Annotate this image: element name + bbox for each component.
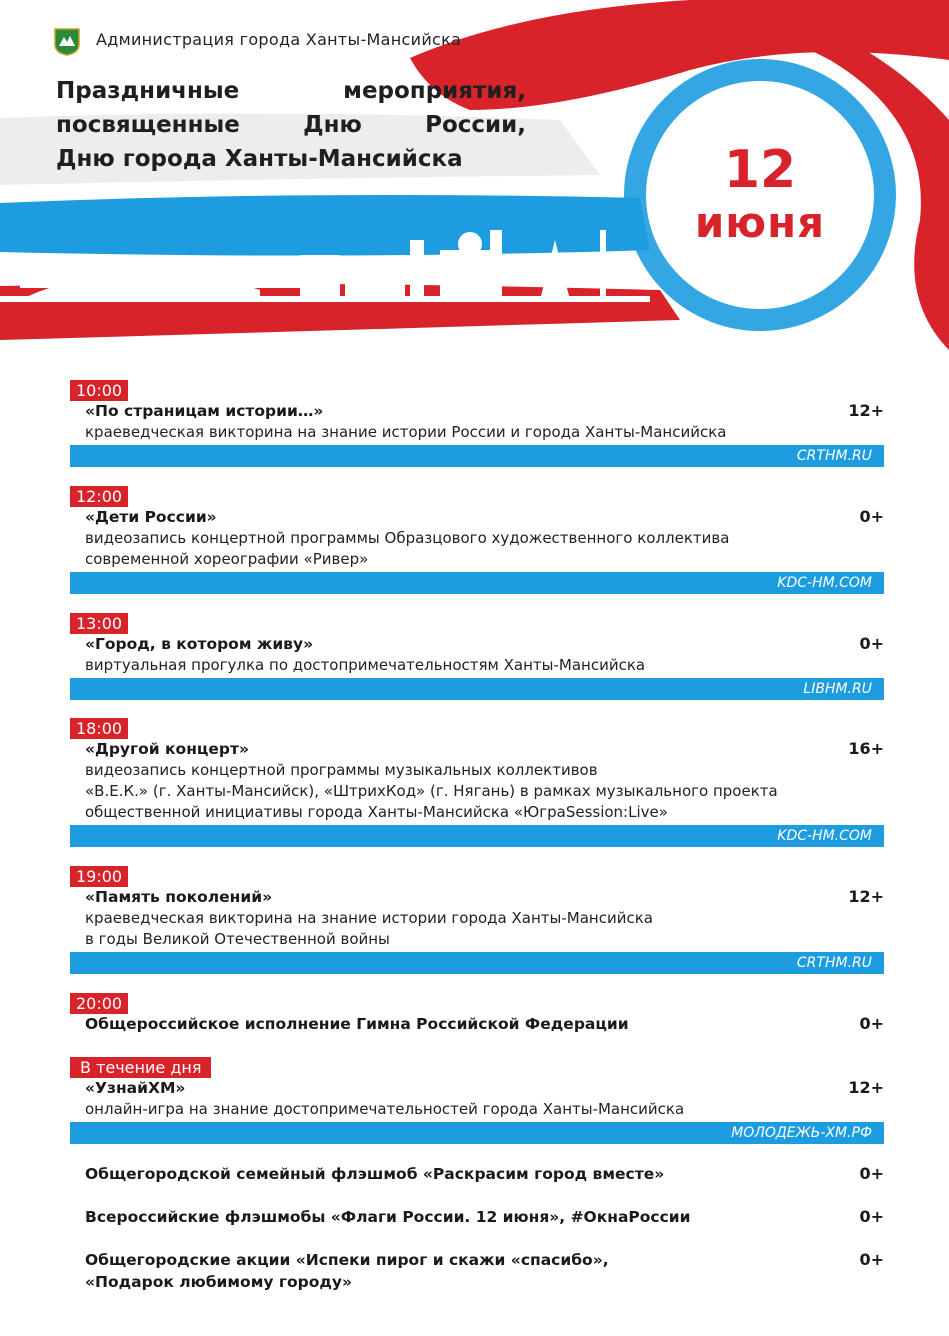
date-month: июня bbox=[694, 198, 826, 247]
age-rating: 12+ bbox=[848, 887, 884, 906]
event-description: виртуальная прогулка по достопримечательностям Ханты-Мансийска bbox=[85, 656, 646, 674]
event-description: краеведческая викторина на знание истории России и города Ханты-Мансийска bbox=[85, 423, 727, 441]
extra-item bbox=[85, 1163, 884, 1185]
event-name: «Память поколений» bbox=[85, 888, 273, 906]
event-name: «Другой концерт» bbox=[85, 740, 249, 758]
age-rating: 0+ bbox=[859, 507, 884, 526]
admin-name: Администрация города Ханты-Мансийска bbox=[96, 30, 462, 49]
event-site-link[interactable]: CRTHM.RU bbox=[70, 445, 884, 467]
title-line-3: Дню города Ханты-Мансийска bbox=[56, 146, 463, 172]
event-item bbox=[70, 613, 884, 700]
extra-name: Общегородские акции «Испеки пирог и скажи «спасибо», bbox=[85, 1251, 609, 1269]
event-description: краеведческая викторина на знание истории города Ханты-Мансийска bbox=[85, 909, 653, 927]
event-item bbox=[70, 993, 884, 1035]
event-description: «В.Е.К.» (г. Ханты-Мансийск), «ШтрихКод» (г. Нягань) в рамках музыкального проекта bbox=[85, 782, 778, 800]
event-description: в годы Великой Отечественной войны bbox=[85, 930, 390, 948]
title-line-2: посвященные Дню России, bbox=[56, 112, 526, 138]
event-item bbox=[70, 1057, 884, 1144]
event-name: «Город, в котором живу» bbox=[85, 635, 314, 653]
age-rating: 16+ bbox=[848, 739, 884, 758]
event-time: 20:00 bbox=[70, 993, 128, 1014]
event-description: видеозапись концертной программы музыкальных коллективов bbox=[85, 761, 598, 779]
age-rating: 0+ bbox=[859, 1164, 884, 1183]
event-item bbox=[70, 866, 884, 974]
event-description: видеозапись концертной программы Образцового художественного коллектива bbox=[85, 529, 730, 547]
event-description: общественной инициативы города Ханты-Мансийска «ЮграSession:Live» bbox=[85, 803, 668, 821]
extra-name: Всероссийские флэшмобы «Флаги России. 12 июня», #ОкнаРоссии bbox=[85, 1208, 691, 1226]
city-emblem-icon bbox=[54, 28, 80, 56]
event-description: онлайн-игра на знание достопримечательностей города Ханты-Мансийска bbox=[85, 1100, 685, 1118]
date-day: 12 bbox=[723, 140, 797, 200]
event-time: В течение дня bbox=[70, 1057, 211, 1078]
event-name: «Дети России» bbox=[85, 508, 217, 526]
age-rating: 0+ bbox=[859, 1207, 884, 1226]
extra-item bbox=[85, 1206, 884, 1228]
age-rating: 0+ bbox=[859, 1250, 884, 1269]
event-time: 18:00 bbox=[70, 718, 128, 739]
event-time: 12:00 bbox=[70, 486, 128, 507]
extra-name-line-2: «Подарок любимому городу» bbox=[85, 1273, 352, 1291]
extra-item bbox=[85, 1249, 884, 1293]
event-site-link[interactable]: KDC-HM.COM bbox=[70, 572, 884, 594]
event-site-link[interactable]: LIBHM.RU bbox=[70, 678, 884, 700]
event-item bbox=[70, 486, 884, 594]
event-time: 10:00 bbox=[70, 380, 128, 401]
event-name: Общероссийское исполнение Гимна Российской Федерации bbox=[85, 1015, 629, 1033]
extra-name: Общегородской семейный флэшмоб «Раскрасим город вместе» bbox=[85, 1165, 665, 1183]
event-site-link[interactable]: KDC-HM.COM bbox=[70, 825, 884, 847]
event-site-link[interactable]: CRTHM.RU bbox=[70, 952, 884, 974]
event-item bbox=[70, 380, 884, 467]
event-time: 19:00 bbox=[70, 866, 128, 887]
age-rating: 12+ bbox=[848, 401, 884, 420]
page-title bbox=[56, 74, 526, 176]
title-line-1: Праздничные мероприятия, bbox=[56, 78, 526, 104]
age-rating: 12+ bbox=[848, 1078, 884, 1097]
event-description: современной хореографии «Ривер» bbox=[85, 550, 369, 568]
event-name: «По страницам истории…» bbox=[85, 402, 324, 420]
event-time: 13:00 bbox=[70, 613, 128, 634]
event-site-link[interactable]: МОЛОДЕЖЬ-ХМ.РФ bbox=[70, 1122, 884, 1144]
event-name: «УзнайХМ» bbox=[85, 1079, 186, 1097]
age-rating: 0+ bbox=[859, 1014, 884, 1033]
event-item bbox=[70, 718, 884, 847]
age-rating: 0+ bbox=[859, 634, 884, 653]
